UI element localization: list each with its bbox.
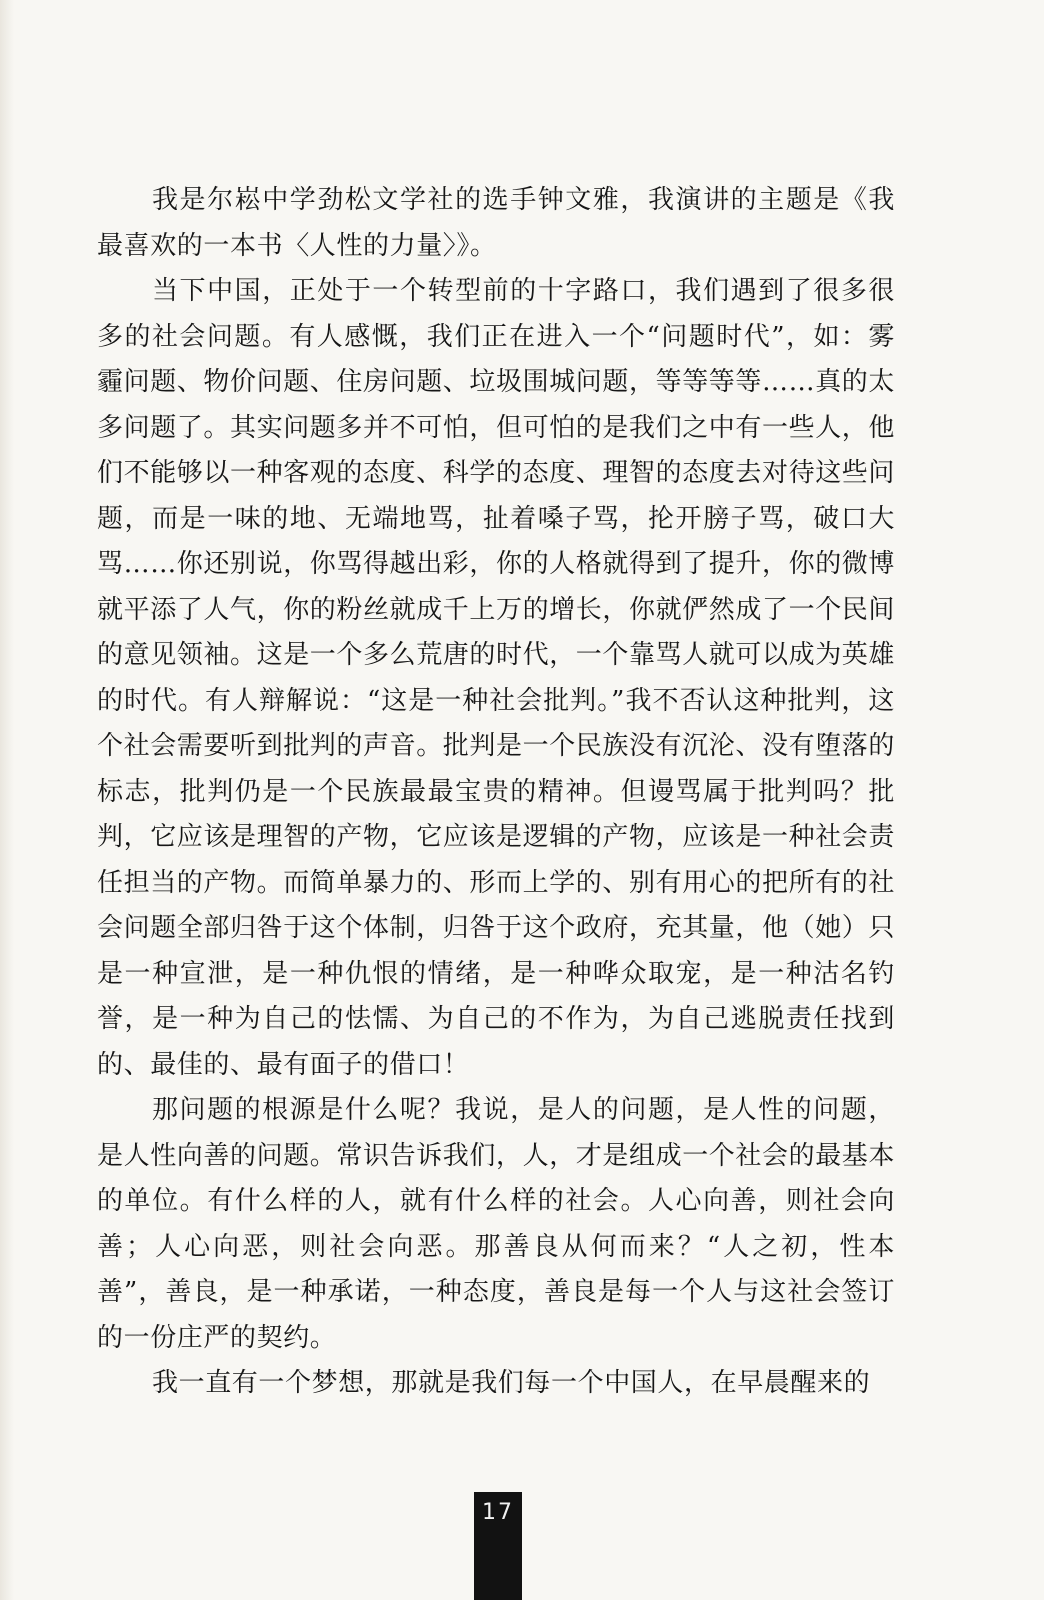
paragraph-2: 当下中国，正处于一个转型前的十字路口，我们遇到了很多很多的社会问题。有人感慨，我们正在进入一个“问题时代”，如：雾霾问题、物价问题、住房问题、垃圾围城问题，等等等等……真的太多问题了。其实问题多并不可怕，但可怕的是我们之中有一些人，他们不能够以一种客观的态度、科学的态度、理智的态度去对待这些问题，而是一味的地、无端地骂，扯着嗓子骂，抡开膀子骂，破口大骂……你还别说，你骂得越出彩，你的人格就得到了提升，你的微博就平添了人气，你的粉丝就成千上万的增长，你就俨然成了一个民间的意见领袖。这是一个多么荒唐的时代，一个靠骂人就可以成为英雄的时代。有人辩解说：“这是一种社会批判。”我不否认这种批判，这个社会需要听到批判的声音。批判是一个民族没有沉沦、没有堕落的标志，批判仍是一个民族最最宝贵的精神。但谩骂属于批判吗？批判，它应该是理智的产物，它应该是逻辑的产物，应该是一种社会责任担当的产物。而简单暴力的、形而上学的、别有用心的把所有的社会问题全部归咎于这个体制，归咎于这个政府，充其量，他（她）只是一种宣泄，是一种仇恨的情绪，是一种哗众取宠，是一种沽名钓誉，是一种为自己的怯懦、为自己的不作为，为自己逃脱责任找到的、最佳的、最有面子的借口！ — [97, 276, 896, 1080]
paragraph-4: 我一直有一个梦想，那就是我们每一个中国人，在早晨醒来的 — [152, 1368, 871, 1398]
page-edge-shadow — [0, 0, 14, 1600]
body-text — [97, 178, 895, 1407]
paragraph-1: 我是尔崧中学劲松文学社的选手钟文雅，我演讲的主题是《我最喜欢的一本书〈人性的力量〉》。 — [97, 185, 895, 261]
paragraph-3: 那问题的根源是什么呢？我说，是人的问题，是人性的问题，是人性向善的问题。常识告诉我们，人，才是组成一个社会的最基本的单位。有什么样的人，就有什么样的社会。人心向善，则社会向善；人心向恶，则社会向恶。那善良从何而来？“人之初，性本善”，善良，是一种承诺，一种态度，善良是每一个人与这社会签订的一份庄严的契约。 — [97, 1095, 896, 1353]
page-number-tab — [474, 1492, 522, 1600]
page-number: 17 — [482, 1500, 514, 1525]
